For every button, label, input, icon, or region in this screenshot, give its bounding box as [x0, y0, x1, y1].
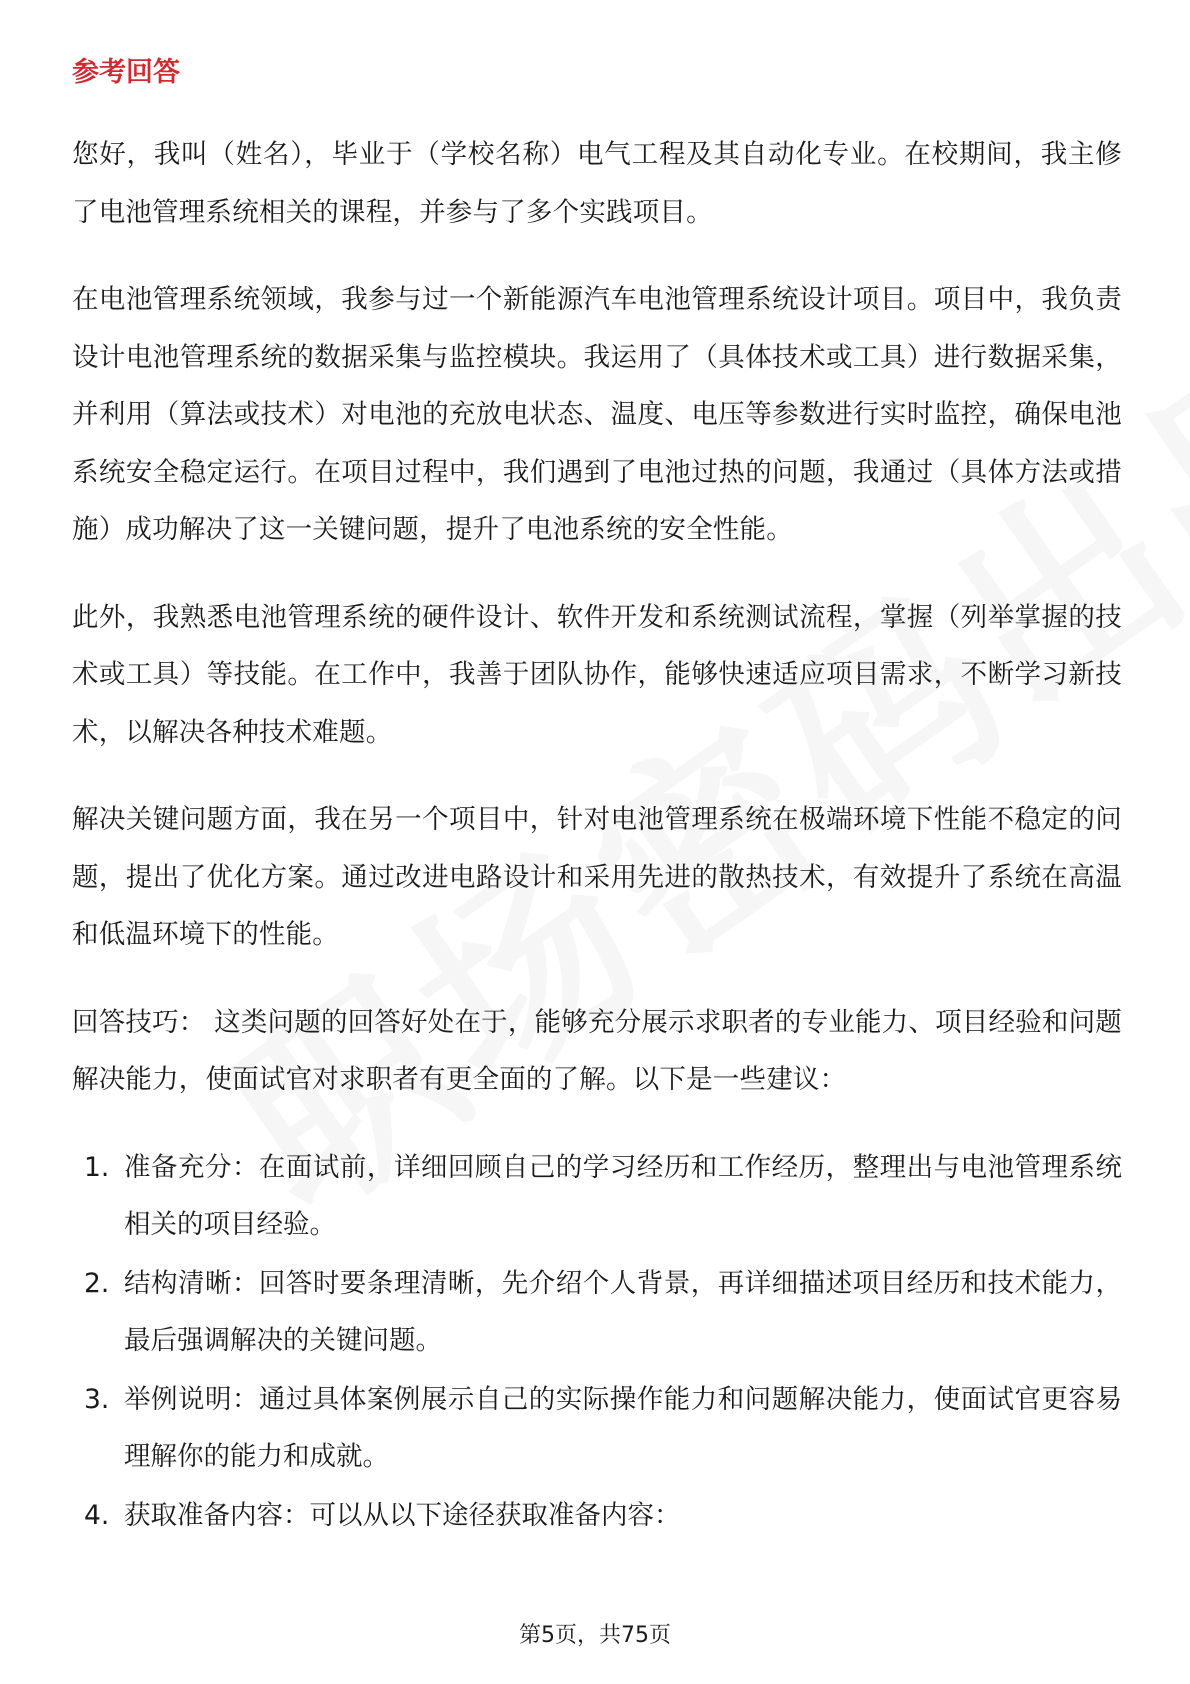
list-item [72, 1139, 1122, 1254]
list-text: 举例说明：通过具体案例展示自己的实际操作能力和问题解决能力，使面试官更容易理解你的能力和成就。 [124, 1383, 1122, 1472]
list-number: 3. [84, 1383, 110, 1415]
list-text: 结构清晰：回答时要条理清晰，先介绍个人背景，再详细描述项目经历和技术能力，最后强调解决的关键问题。 [124, 1267, 1122, 1356]
list-number: 1. [84, 1151, 110, 1183]
list-number: 2. [84, 1267, 110, 1299]
list-number: 4. [84, 1499, 110, 1531]
paragraph-key-problem: 解决关键问题方面，我在另一个项目中，针对电池管理系统在极端环境下性能不稳定的问题，提出了优化方案。通过改进电路设计和采用先进的散热技术，有效提升了系统在高温和低温环境下的性能。 [72, 804, 1122, 950]
content [72, 48, 1122, 1545]
list-item [72, 1255, 1122, 1370]
page-footer: 第5页，共75页 [519, 1623, 671, 1648]
paragraph-project: 在电池管理系统领域，我参与过一个新能源汽车电池管理系统设计项目。项目中，我负责设计电池管理系统的数据采集与监控模块。我运用了（具体技术或工具）进行数据采集，并利用（算法或技术）对电池的充放电状态、温度、电压等参数进行实时监控，确保电池系统安全稳定运行。在项目过程中，我们遇到了电池过热的问题，我通过（具体方法或措施）成功解决了这一关键问题，提升了电池系统的安全性能。 [72, 284, 1122, 545]
paragraph-tips: 回答技巧： 这类问题的回答好处在于，能够充分展示求职者的专业能力、项目经验和问题解决能力，使面试官对求职者有更全面的了解。以下是一些建议： [72, 1006, 1122, 1095]
list-item [72, 1487, 1122, 1545]
section-title: 参考回答 [72, 57, 180, 88]
list-text: 获取准备内容：可以从以下途径获取准备内容： [124, 1499, 681, 1531]
list-item [72, 1371, 1122, 1486]
paragraph-intro: 您好，我叫（姓名），毕业于（学校名称）电气工程及其自动化专业。在校期间，我主修了电池管理系统相关的课程，并参与了多个实践项目。 [72, 139, 1122, 228]
paragraph-skills: 此外，我熟悉电池管理系统的硬件设计、软件开发和系统测试流程，掌握（列举掌握的技术或工具）等技能。在工作中，我善于团队协作，能够快速适应项目需求，不断学习新技术，以解决各种技术难题。 [72, 601, 1122, 748]
tips-list [72, 1139, 1122, 1545]
list-text: 准备充分：在面试前，详细回顾自己的学习经历和工作经历，整理出与电池管理系统相关的项目经验。 [124, 1151, 1122, 1240]
